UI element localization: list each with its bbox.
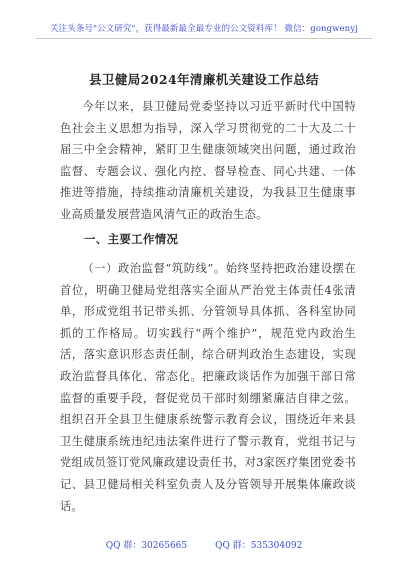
political-supervision-paragraph: （一）政治监督“筑防线”。始终坚持把政治建设摆在首位，明确卫健局党组落实全面从严治党主体责任4张清单，形成党组书记带头抓、分管领导具体抓、各科室协同抓的工作格局。切实践行“两个维护”，规范党内政治生活，落实意识形态责任制，综合研判政治生态建设，实现政治监督具体化、常态化。把廉政谈话作为加强干部日常监督的重要手段，督促党员干部时刻绷紧廉洁自律之弦。组织召开全县卫生健康系统警示教育会议，围绕近年来县卫生健康系统违纪违法案件进行了警示教育，党组书记与党组成员签订党风廉政建设责任书，对3家医疗集团党委书记、县卫健局相关科室负责人及分管领导开展集体廉政谈话。 [60,262,356,513]
intro-paragraph: 今年以来，县卫健局党委坚持以习近平新时代中国特色社会主义思想为指导，深入学习贯彻党的二十大及二十届三中全会精神，紧盯卫生健康领域突出问题，通过政治监督、专题会议、强化内控、督导检查、同心共建、一体推进等措施，持续推动清廉机关建设，为我县卫生健康事业高质量发展营造风清气正的政治生态。 [60,100,356,221]
header-divider [36,38,372,39]
header-promo-note: 关注头条号"公文研究"，获得最新最全最专业的公文资料库！ 微信：gongwenyj [50,24,358,34]
document-title: 县卫健局2024年清廉机关建设工作总结 [89,72,319,87]
footer-qq-group-1: QQ 群：30265665 [105,541,188,551]
footer-contact [0,538,408,551]
footer-qq-group-2: QQ 群：535304092 [215,541,303,551]
section-heading-main-work: 一、主要工作情况 [84,232,179,246]
